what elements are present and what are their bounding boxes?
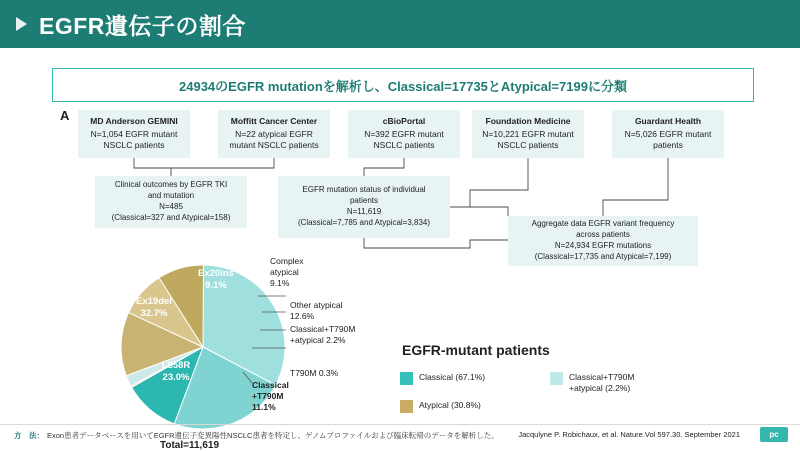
aggregate-title: Aggregate data EGFR variant frequency xyxy=(531,219,675,229)
source-line1: N=10,221 EGFR mutant xyxy=(482,128,574,139)
pie-callout-t790m: T790M 0.3% xyxy=(290,368,339,378)
source-line2: NSCLC patients xyxy=(103,140,165,151)
legend-item-classical xyxy=(400,372,550,385)
footer-note-marker: 方 法： xyxy=(14,431,44,440)
footer-note-text: Exon患者データベースを用いてEGFR遺伝子変異陽性NSCLC患者を特定し、ゲノムプロファイルおよび臨床転帰のデータを解析した。 xyxy=(47,431,499,440)
source-box-foundation-medicine xyxy=(472,110,584,158)
source-box-moffitt xyxy=(218,110,330,158)
legend-swatch-atypical xyxy=(400,400,413,413)
source-title: cBioPortal xyxy=(382,116,426,127)
legend-label-classical-t790m-atypical-2: +atypical (2.2%) xyxy=(569,382,631,393)
source-title: Moffitt Cancer Center xyxy=(230,116,318,127)
legend-swatch-classical-t790m-atypical xyxy=(550,372,563,385)
source-line2: mutant NSCLC patients xyxy=(229,140,319,151)
pie-callout-classical-t790m: Classical +T790M 11.1% xyxy=(252,380,289,413)
aggregate-line1: across patients xyxy=(576,230,630,240)
triangle-bullet-icon xyxy=(16,17,27,31)
aggregate-line3: (Classical=7,785 and Atypical=3,834) xyxy=(297,217,431,227)
aggregate-box-variant-frequency xyxy=(508,216,698,266)
source-line1: N=392 EGFR mutant xyxy=(364,128,444,139)
chart-legend xyxy=(400,372,730,420)
source-line2: NSCLC patients xyxy=(497,140,559,151)
aggregate-line1: and mutation xyxy=(147,191,195,201)
aggregate-line2: N=485 xyxy=(159,202,183,211)
aggregate-title: EGFR mutation status of individual xyxy=(302,185,426,195)
source-title: Guardant Health xyxy=(634,116,702,127)
aggregate-line3: (Classical=17,735 and Atypical=7,199) xyxy=(534,251,672,261)
legend-label-atypical: Atypical (30.8%) xyxy=(419,400,481,411)
aggregate-box-mutation-status xyxy=(278,176,450,238)
brand-logo: pc xyxy=(760,427,788,442)
source-box-cbioportal xyxy=(348,110,460,158)
aggregate-box-clinical-outcomes xyxy=(95,176,247,228)
pie-label-ex20ins-text: Ex20ins 9.1% xyxy=(198,268,234,291)
page-header xyxy=(0,0,800,48)
source-box-guardant-health xyxy=(612,110,724,158)
panel-label-a: A xyxy=(60,108,70,123)
source-box-md-anderson xyxy=(78,110,190,158)
legend-item-atypical xyxy=(400,400,550,413)
chart-title: EGFR-mutant patients xyxy=(402,342,550,358)
aggregate-title: Clinical outcomes by EGFR TKI xyxy=(114,180,228,190)
aggregate-line3: (Classical=327 and Atypical=158) xyxy=(111,212,231,222)
footer-note xyxy=(14,430,499,441)
legend-label-classical-t790m-atypical: Classical+T790M xyxy=(569,372,635,382)
source-line1: N=1,054 EGFR mutant xyxy=(90,128,178,139)
pie-label-l858r: L858R 23.0% xyxy=(161,360,191,383)
source-line1: N=22 atypical EGFR xyxy=(235,128,313,139)
aggregate-line2: N=24,934 EGFR mutations xyxy=(554,241,652,250)
pie-callout-classical-t790m-atypical: Classical+T790M +atypical 2.2% xyxy=(290,324,356,346)
source-title: Foundation Medicine xyxy=(485,116,571,127)
legend-swatch-classical xyxy=(400,372,413,385)
source-line2: patients xyxy=(653,140,683,151)
pie-callout-complex-atypical: Complex atypical 9.1% xyxy=(270,256,304,289)
pie-label-ex20ins xyxy=(186,268,246,292)
page-title: EGFR遺伝子の割合 xyxy=(39,12,246,39)
citation: Jacqulyne P. Robichaux, et al. Nature.Vol 597.30. September 2021 xyxy=(518,430,740,439)
footer-divider xyxy=(0,424,800,425)
legend-item-classical-t790m-atypical xyxy=(550,372,700,393)
pie-total-label: Total=11,619 xyxy=(160,440,220,451)
source-line1: N=5,026 EGFR mutant xyxy=(624,128,712,139)
legend-label-classical: Classical (67.1%) xyxy=(419,372,486,382)
aggregate-line1: patients xyxy=(349,196,379,206)
source-title: MD Anderson GEMINI xyxy=(90,116,178,127)
summary-banner xyxy=(52,68,754,102)
summary-banner-text: 24934のEGFR mutationを解析し、Classical=17735とAtypical=7199に分類 xyxy=(179,78,627,94)
pie-callout-other-atypical: Other atypical 12.6% xyxy=(290,300,343,322)
aggregate-line2: N=11,619 xyxy=(346,207,382,216)
source-line2: NSCLC patients xyxy=(373,140,435,151)
pie-label-ex19del: Ex19del 32.7% xyxy=(136,296,172,319)
